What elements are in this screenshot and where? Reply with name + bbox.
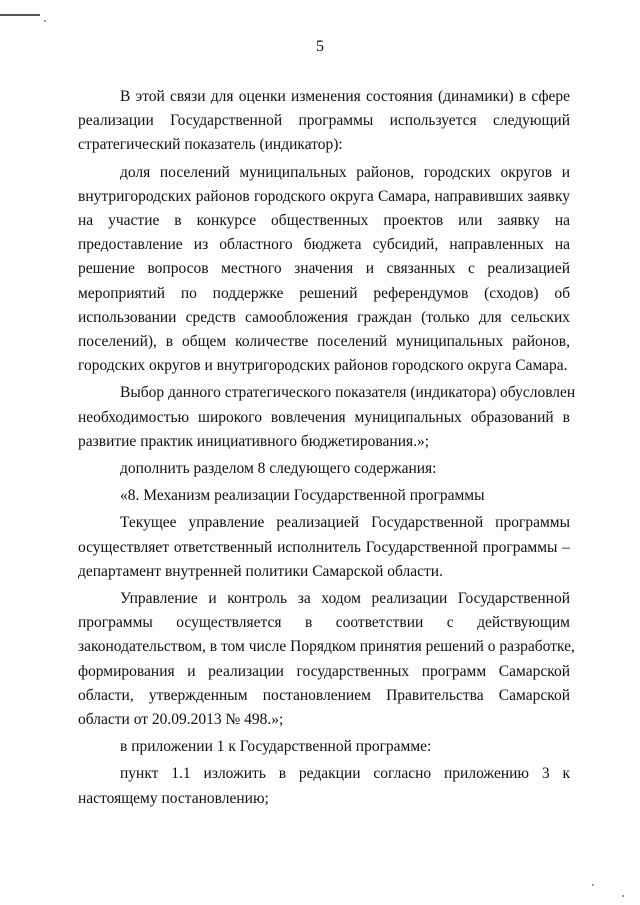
text-line: Выбор данного стратегического показателя (индикатора) обусловлен: [120, 384, 576, 402]
text-line: решение вопросов местного значения и связанных с реализацией: [78, 260, 570, 278]
text-line: Текущее управление реализацией Государственной программы: [120, 514, 570, 532]
text-line: предоставление из областного бюджета субсидий, направленных на: [78, 236, 570, 254]
text-line: использовании средств самообложения граждан (только для сельских: [78, 308, 570, 326]
text-line: Управление и контроль за ходом реализации Государственной: [120, 590, 570, 608]
paragraph-p7: [78, 587, 575, 732]
text-line: мероприятий по поддержке решений референдумов (сходов) об: [78, 284, 570, 302]
paragraph-p8: [78, 735, 570, 759]
text-line: доля поселений муниципальных районов, городских округов и: [120, 163, 570, 181]
text-line: в приложении 1 к Государственной программе:: [120, 738, 432, 756]
text-line: поселений), в общем количестве поселений муниципальных районов,: [78, 333, 570, 351]
text-line: осуществляет ответственный исполнитель Государственной программы –: [78, 538, 570, 556]
text-line: на участие в конкурсе общественных проектов или заявку на: [78, 212, 570, 230]
paragraph-p9: [78, 762, 570, 810]
paragraph-p1: [78, 85, 570, 158]
paragraph-p5: [78, 484, 570, 508]
scan-speck: [622, 895, 624, 897]
paragraph-p3: [78, 381, 576, 454]
page-number: 5: [316, 38, 324, 55]
paragraph-p4: [78, 457, 570, 481]
scan-artifact: [0, 14, 40, 16]
paragraph-p6: [78, 511, 570, 584]
scan-speck: [44, 20, 46, 22]
text-line: департамент внутренней политики Самарской области.: [78, 562, 443, 580]
text-line: реализации Государственной программы используется следующий: [78, 112, 570, 130]
text-line: необходимостью широкого вовлечения муниципальных образований в: [78, 408, 570, 426]
text-line: области, утвержденным постановлением Правительства Самарской: [78, 686, 570, 704]
text-line: городских округов и внутригородских районов городского округа Самара.: [78, 357, 568, 375]
text-line: формирования и реализации государственных программ Самарской: [78, 662, 570, 680]
text-line: стратегический показатель (индикатор):: [78, 136, 343, 154]
text-line: развитие практик инициативного бюджетирования.»;: [78, 432, 430, 450]
paragraph-p2: [78, 161, 570, 379]
text-line: дополнить разделом 8 следующего содержания:: [120, 460, 437, 478]
text-line: законодательством, в том числе Порядком принятия решений о разработке,: [78, 638, 575, 656]
document-body: [78, 85, 576, 814]
text-line: программы осуществляется в соответствии с действующим: [78, 614, 570, 632]
text-line: В этой связи для оценки изменения состояния (динамики) в сфере: [120, 88, 570, 105]
paragraph-gap: [78, 811, 570, 814]
text-line: «8. Механизм реализации Государственной программы: [120, 487, 485, 505]
text-line: области от 20.09.2013 № 498.»;: [78, 711, 284, 729]
text-line: пункт 1.1 изложить в редакции согласно приложению 3 к: [120, 765, 570, 783]
text-line: настоящему постановлению;: [78, 789, 269, 807]
scan-speck: [592, 884, 594, 886]
text-line: внутригородских районов городского округа Самара, направивших заявку: [78, 187, 570, 205]
